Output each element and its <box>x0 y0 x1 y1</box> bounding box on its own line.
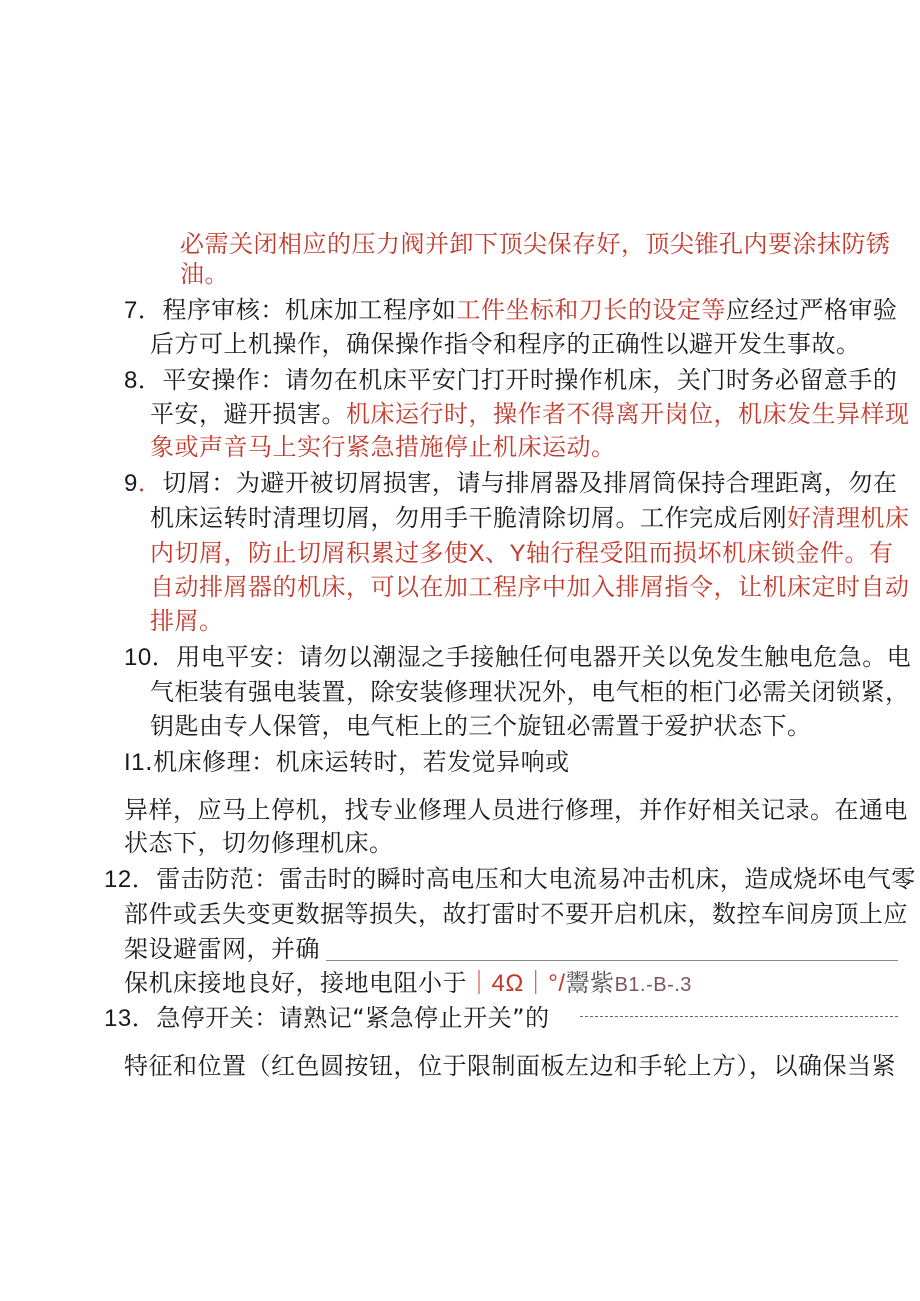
list-item-11 <box>124 745 570 780</box>
text-segment: B1.-B-.3 <box>614 974 692 996</box>
text-line <box>124 966 692 1002</box>
list-item-7 <box>124 293 897 328</box>
text-line <box>124 826 394 860</box>
text-line <box>150 570 910 604</box>
text-segment: ． <box>137 469 163 497</box>
text-segment: 保机床接地良好，接地电阻小于 <box>124 969 467 997</box>
text-segment: 轴行程受阻而损坏机床锁金件。有 <box>526 539 894 567</box>
item-number: 12 <box>104 866 132 893</box>
text-line <box>124 932 320 966</box>
list-item-10 <box>124 640 911 675</box>
text-segment: ．雷击防范：雷击时的瞬时高电压和大电流易冲击机床，造成烧坏电气零 <box>131 865 916 893</box>
text-segment: 内切屑，防止切屑积累过多使 <box>150 539 469 567</box>
text-segment: .机床修理：机床运转时，若发觉异响或 <box>145 748 570 776</box>
text-segment: 钥匙由专人保管，电气柜上的三个旋钮必需置于爱护状态下。 <box>150 712 812 740</box>
text-segment: 工件坐标和刀长的设定等 <box>456 296 726 324</box>
text-segment: 特征和位置（红色圆按钮，位于限制面板左边和手轮上方），以确保当紧 <box>124 1052 896 1080</box>
text-segment: 好清理机床 <box>787 504 910 532</box>
text-line <box>124 897 908 931</box>
text-segment: 应经过严格审验 <box>725 296 898 324</box>
list-item-9 <box>124 466 897 501</box>
text-line <box>180 227 891 261</box>
text-segment: 状态下，切勿修理机床。 <box>124 829 394 857</box>
text-segment: 气柜装有强电装置，除安装修理状况外，电气柜的柜门必需关闭锁紧， <box>150 678 910 706</box>
text-segment: 自动排屑器的机床，可以在加工程序中加入排屑指令，让机床定时自动 <box>150 573 910 601</box>
text-segment: 鬻紫 <box>565 969 615 997</box>
item-number: 10 <box>124 644 152 671</box>
text-segment: 切屑：为避开被切屑损害，请与排屑器及排屑筒保持合理距离，勿在 <box>162 469 898 497</box>
text-segment: 机床运转时清理切屑，勿用手干脆清除切屑。工作完成后刚 <box>150 504 787 532</box>
text-segment: 异样，应马上停机，找专业修理人员进行修理，并作好相关记录。在通电 <box>124 796 908 824</box>
text-segment: 象或声音马上实行紧急措施停止机床运动。 <box>150 433 616 461</box>
text-segment: X、Y <box>468 540 527 567</box>
text-line <box>124 1049 896 1083</box>
text-line <box>150 536 894 571</box>
text-segment: 机床运行时，操作者不得离开岗位，机床发生异样现 <box>346 400 910 428</box>
item-number: 9 <box>124 470 138 497</box>
list-item-12 <box>104 862 916 897</box>
divider <box>326 960 898 961</box>
item-number: 13 <box>104 1005 132 1032</box>
text-line <box>180 257 229 291</box>
list-item-8 <box>124 363 897 398</box>
text-line <box>150 397 910 431</box>
divider <box>580 1016 898 1017</box>
text-line <box>150 430 616 464</box>
item-number: 7 <box>124 297 138 324</box>
list-item-13 <box>104 1001 550 1036</box>
text-segment: 必需关闭相应的压力阀并卸下顶尖保存好，顶尖锥孔内要涂抹防锈 <box>180 230 891 258</box>
text-line <box>150 327 861 361</box>
text-line <box>150 501 910 535</box>
text-segment: 平安，避开损害。 <box>150 400 346 428</box>
text-line <box>124 793 908 827</box>
text-segment: 油。 <box>180 260 229 288</box>
text-segment: ．程序审核：机床加工程序如 <box>137 296 457 324</box>
text-segment: 排屑。 <box>150 607 224 635</box>
text-segment: 架设避雷网，并确 <box>124 935 320 963</box>
text-segment: ．平安操作：请勿在机床平安门打开时操作机床，关门时务必留意手的 <box>137 366 898 394</box>
text-line <box>150 675 910 709</box>
text-segment: 部件或丢失变更数据等损失，故打雷时不要开启机床，数控车间房顶上应 <box>124 900 908 928</box>
text-line <box>150 709 812 743</box>
text-segment: ．用电平安：请勿以潮湿之手接触任何电器开关以免发生触电危急。电 <box>151 643 912 671</box>
item-number: 8 <box>124 367 138 394</box>
item-number: I1 <box>124 749 146 776</box>
text-line <box>150 604 224 638</box>
text-segment: 后方可上机操作，确保操作指令和程序的正确性以避开发生事故。 <box>150 330 861 358</box>
text-segment: ．急停开关：请熟记“紧急停止开关”的 <box>131 1004 550 1032</box>
text-segment: ｜4Ω｜°/ <box>467 970 566 997</box>
